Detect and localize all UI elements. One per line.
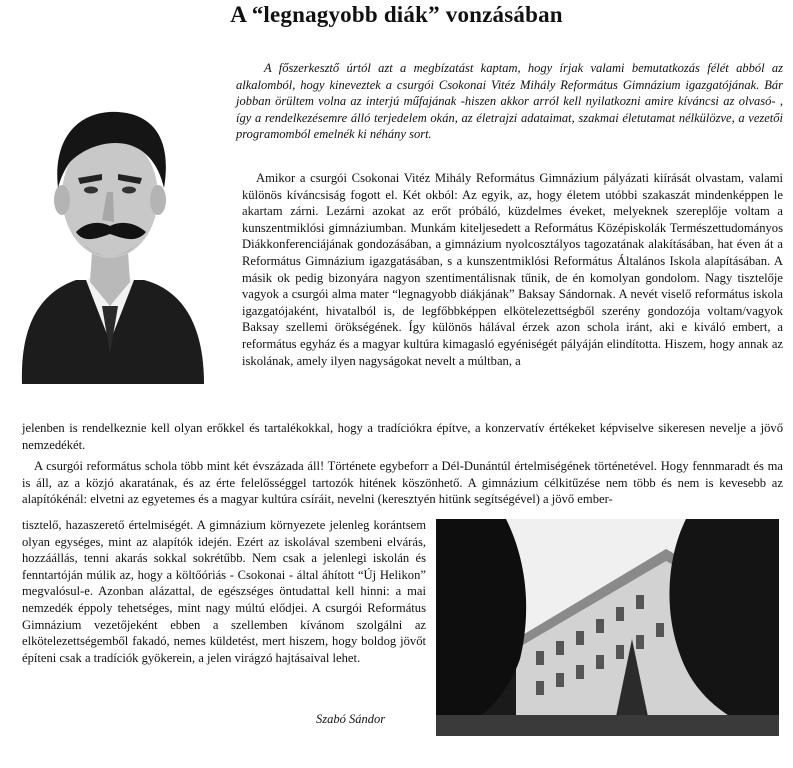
portrait-photo [14, 92, 206, 390]
school-building-photo [436, 519, 779, 736]
author-signature: Szabó Sándor [316, 712, 386, 726]
body-paragraph-2: A csurgói református schola több mint két évszázada áll! Története egybeforr a Dél-Dunántúl értelmiségének történetével. Hogy fennmaradt és ma is áll, az a közjó akaratának, és az érte felelősséggel tartozók hitének köszönhető. A gimnázium célkitűzése nem több és nem is kevesebb az alapítókénál: elvetni az egyetemes és a magyar kultúra csíráit, nevelni (keresztyén hitünk segítségével) a jövő ember- [22, 459, 783, 507]
article-title: A “legnagyobb diák” vonzásában [230, 2, 563, 27]
body-paragraph-1: Amikor a csurgói Csokonai Vitéz Mihály Református Gimnázium pályázati kiírását olvastam, valami különös kíváncsiság fogott el. Két okból: Az egyik, az, hogy életem utóbbi szakaszát mindenképpen le akartam zárni. Lezárni azokat az erőt próbáló, küzdelmes éveket, melyeknek szereplője voltam a kunszentmiklósi gimnáziumban. Munkám kiteljesedett a Református Középiskolák Természettudományos Diákkonferenciájának gondozásában, a gimnázium nyolcosztályos tagozatának alakításában, hat éven át a Református Gimnázium igazgatásában, s a kunszentmiklósi Református Általános Iskola alapításában. A másik ok pedig bizonyára nagyon szentimentálisnak tűnik, de én komolyan gondolom. Nagy tisztelője vagyok a csurgói alma mater “legnagyobb diákjának” Baksay Sándornak. A nevét viselő református iskola igazgatójaként, hivatalból is, de legfőbbképpen elkötelezettségből szerény gondozója voltam/vagyok Baksay szellemi örökségének. Így különös hálával érzek azon schola iránt, aki e kiváló embert, a református egyház és a magyar kultúra kimagasló egyéniségét pályáján elindította. Hiszem, hogy annak az iskolának, amely ilyen nagyságokat nevelt a múltban, a [242, 171, 783, 368]
intro-paragraph: A főszerkesztő úrtól azt a megbízatást kaptam, hogy írjak valami bemutatkozás félét abból az alkalomból, hogy kineveztek a csurgói Csokonai Vitéz Mihály Református Gimnázium igazgatójának. Bár jobban örültem volna az interjú műfajának -hiszen akkor arról kell nyilatkozni amire kíváncsi az olvasó- , így a rendelkezésemre álló terjedelem okán, az életrajzi adataimat, szakmai életutamat nélkülözve, a vezetői programomból emelnék ki néhány sort. [236, 61, 783, 141]
body-paragraph-2-continued: tisztelő, hazaszerető értelmiségét. A gimnázium környezete jelenleg korántsem olyan egységes, mint az alapítók idején. Ezért az iskolával szembeni elvárás, hozzáállás, tenni akarás sokkal sokrétűbb. Nem csak a jelenlegi iskolán és fenntartóján múlik az, hogy a költőóriás - Csokonai - által áhított “Új Helikon” megvalósul-e. Azonban alázattal, de egészséges öntudattal kell hinni: a mai nemzedék éppoly tehetséges, mint nagy múltú elődjei. A csurgói Református Gimnázium vezetőjeként ebben a szellemben kívánom szolgálni az elkötelezettségemből fakadó, nemes küldetést, mert hiszem, hogy boldog jövőt építeni csak a tradíciók gyökerein, a jelen virágzó hajtásaival lehet. [22, 518, 426, 665]
body-paragraph-1-continued: jelenben is rendelkeznie kell olyan erőkkel és tartalékokkal, hogy a tradíciókra építve, a konzervatív értékeket képviselve sikeresen nevelje a jövő nemzedékét. [22, 421, 783, 452]
